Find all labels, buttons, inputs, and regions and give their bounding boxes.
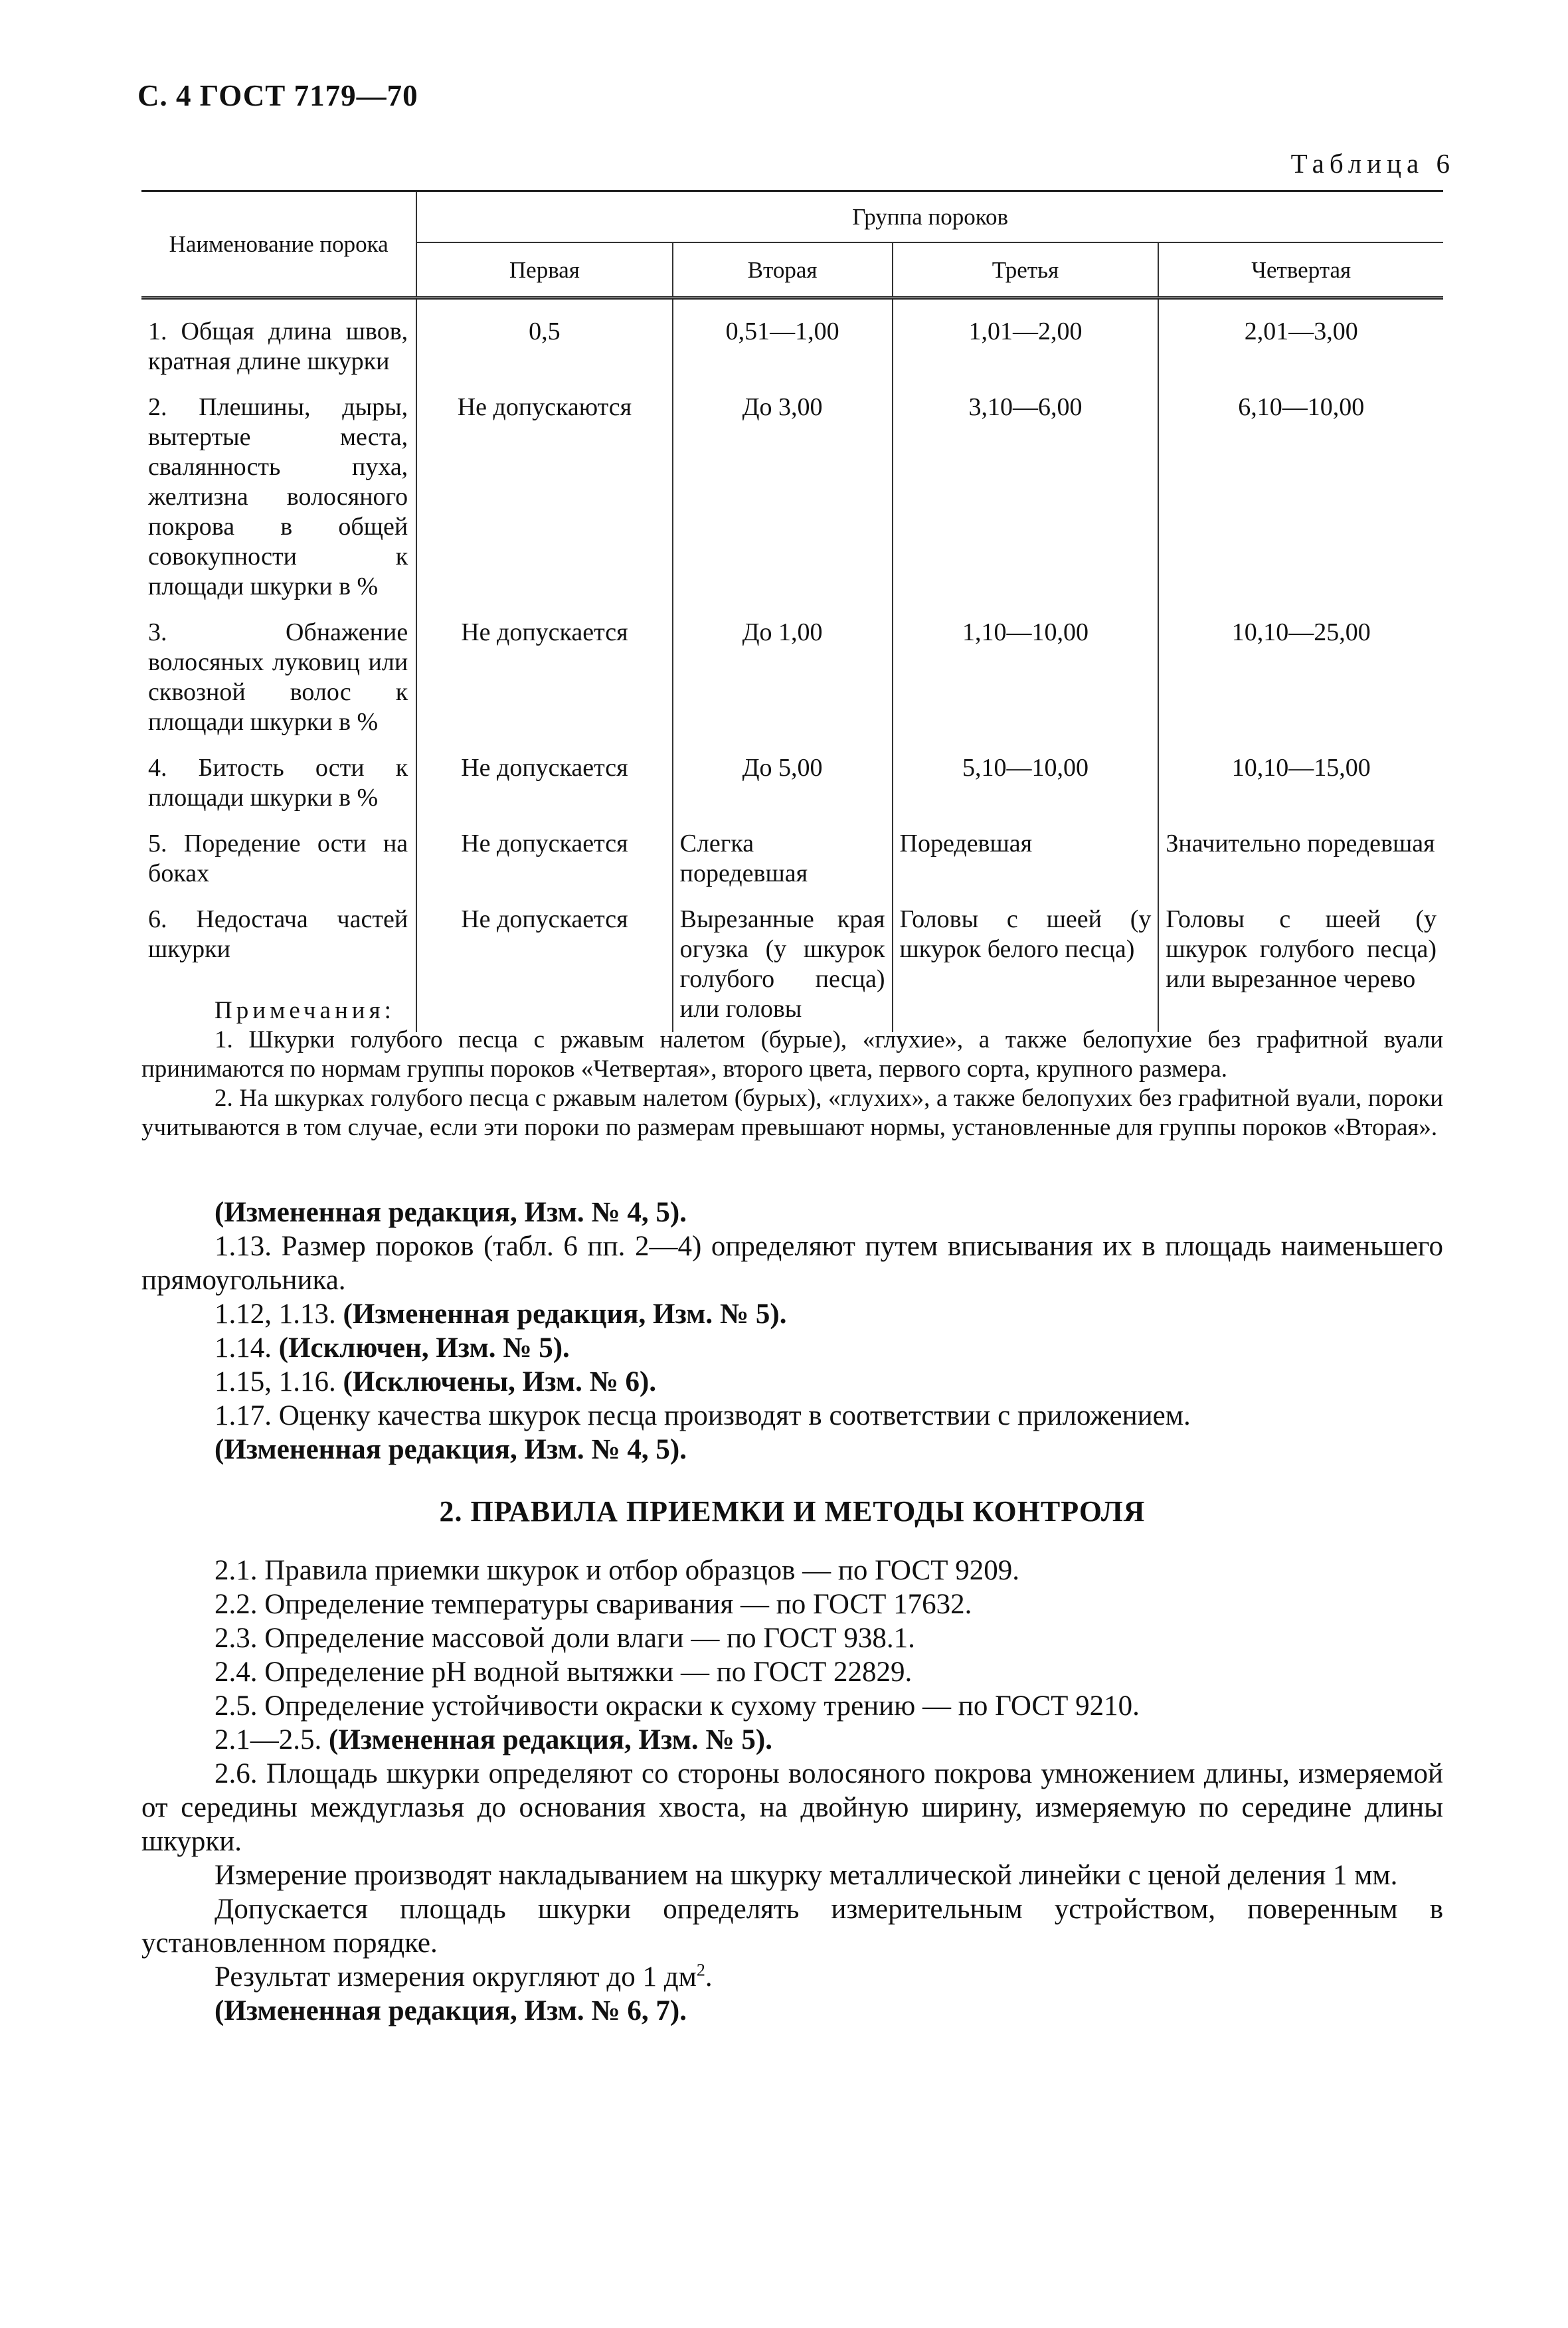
- defect-name: 3. Обнажение волосяных луковиц или сквозной волос к площади шкурки в %: [141, 610, 416, 745]
- group-4-value: 6,10—10,00: [1158, 385, 1443, 610]
- notes-title: Примечания:: [215, 997, 395, 1024]
- group-2-value: До 1,00: [673, 610, 893, 745]
- column-header-group-3: Третья: [893, 242, 1159, 298]
- defect-name: 2. Плешины, дыры, вытертые места, свалянность пуха, желтизна волосяного покрова в общей совокупности к площади шкурки в %: [141, 385, 416, 610]
- column-header-group-1: Первая: [416, 242, 672, 298]
- defect-name: 5. Поредение ости на боках: [141, 821, 416, 897]
- group-3-value: 1,10—10,00: [893, 610, 1159, 745]
- section-title: 2. ПРАВИЛА ПРИЕМКИ И МЕТОДЫ КОНТРОЛЯ: [439, 1495, 1146, 1528]
- paragraph-1-12: 1.12, 1.13. (Измененная редакция, Изм. № 5).: [215, 1298, 787, 1330]
- group-3-value: 5,10—10,00: [893, 745, 1159, 821]
- group-2-value: Вырезанные края огузка (у шкурок голубого песца) или головы: [673, 897, 893, 1032]
- column-header-defect-name: Наименование порока: [141, 191, 416, 298]
- paragraph-1-13: 1.13. Размер пороков (табл. 6 пп. 2—4) определяют путем вписывания их в площадь наименьшего прямоугольника.: [141, 1231, 1443, 1296]
- group-1-value: 0,5: [529, 317, 561, 345]
- group-1-value: Не допускаются: [457, 393, 632, 421]
- table-row: [141, 298, 1443, 385]
- group-4-value: Головы с шеей (у шкурок голубого песца) или вырезанное черево: [1158, 897, 1443, 1032]
- table-label: Таблица 6: [1290, 148, 1455, 179]
- group-3-value: Головы с шеей (у шкурок белого песца): [893, 897, 1159, 1032]
- paragraph-1-15: 1.15, 1.16. (Исключены, Изм. № 6).: [215, 1366, 657, 1397]
- paragraph-2-1-2-5: 2.1—2.5. (Измененная редакция, Изм. № 5).: [215, 1724, 772, 1755]
- paragraph-2-3: 2.3. Определение массовой доли влаги — по ГОСТ 938.1.: [215, 1623, 915, 1654]
- table-notes: [141, 996, 1443, 1142]
- defect-name: 4. Битость ости к площади шкурки в %: [141, 745, 416, 821]
- table-row: [141, 610, 1443, 745]
- table-row: [141, 385, 1443, 610]
- table-row: [141, 745, 1443, 821]
- paragraph-1-14: 1.14. (Исключен, Изм. № 5).: [215, 1332, 570, 1364]
- paragraph-1-17: 1.17. Оценку качества шкурок песца производят в соответствии с приложением.: [215, 1400, 1191, 1431]
- paragraph-2-2: 2.2. Определение температуры сваривания — по ГОСТ 17632.: [215, 1589, 972, 1620]
- group-4-value: 10,10—25,00: [1158, 610, 1443, 745]
- defect-name: 1. Общая длина швов, кратная длине шкурки: [141, 298, 416, 385]
- group-3-value: 1,01—2,00: [893, 298, 1159, 385]
- group-2-value: До 5,00: [673, 745, 893, 821]
- column-header-defect-group: Группа пороков: [416, 191, 1443, 243]
- paragraph-allowed: Допускается площадь шкурки определять измерительным устройством, поверенным в установленном порядке.: [141, 1894, 1443, 1959]
- column-header-group-2: Вторая: [673, 242, 893, 298]
- group-4-value: 2,01—3,00: [1158, 298, 1443, 385]
- group-1-value: Не допускается: [461, 905, 628, 933]
- group-2-value: 0,51—1,00: [673, 298, 893, 385]
- note-item: 1. Шкурки голубого песца с ржавым налетом (бурые), «глухие», а также белопухие без графитной вуали принимаются по нормам группы пороков «Четвертая», второго цвета, первого сорта, крупного размера.: [141, 1026, 1443, 1083]
- group-3-value: Поредевшая: [893, 821, 1159, 897]
- amendment-note: (Измененная редакция, Изм. № 6, 7).: [215, 1995, 687, 2026]
- table-row: [141, 821, 1443, 897]
- column-header-group-4: Четвертая: [1158, 242, 1443, 298]
- group-1-value: Не допускается: [461, 754, 628, 782]
- group-1-value: Не допускается: [461, 830, 628, 857]
- paragraph-2-6: 2.6. Площадь шкурки определяют со стороны волосяного покрова умножением длины, измеряемой от середины междуглазья до основания хвоста, на двойную ширину, измеряемую по середине длины шкурки.: [141, 1758, 1443, 1857]
- defect-name: 6. Недостача частей шкурки: [141, 897, 416, 1032]
- group-2-value: Слегка поредевшая: [673, 821, 893, 897]
- group-4-value: Значительно поредевшая: [1158, 821, 1443, 897]
- paragraph-measure: Измерение производят накладыванием на шкурку металлической линейки с ценой деления 1 мм.: [215, 1860, 1398, 1891]
- amendment-note: (Измененная редакция, Изм. № 4, 5).: [215, 1434, 687, 1465]
- note-item: 2. На шкурках голубого песца с ржавым налетом (бурых), «глухих», а также белопухих без графитной вуали, пороки учитываются в том случае, если эти пороки по размерам превышают нормы, установленные для группы пороков «Вторая».: [141, 1085, 1443, 1141]
- defects-table: [141, 190, 1443, 1032]
- group-2-value: До 3,00: [673, 385, 893, 610]
- group-1-value: Не допускается: [461, 618, 628, 646]
- paragraph-2-5: 2.5. Определение устойчивости окраски к сухому трению — по ГОСТ 9210.: [215, 1690, 1140, 1722]
- amendment-note: (Измененная редакция, Изм. № 4, 5).: [215, 1197, 687, 1228]
- group-3-value: 3,10—6,00: [893, 385, 1159, 610]
- page-header: С. 4 ГОСТ 7179—70: [137, 79, 418, 112]
- body-text: [141, 1196, 1443, 2028]
- paragraph-2-1: 2.1. Правила приемки шкурок и отбор образцов — по ГОСТ 9209.: [215, 1555, 1019, 1586]
- paragraph-2-4: 2.4. Определение pH водной вытяжки — по ГОСТ 22829.: [215, 1656, 913, 1688]
- group-4-value: 10,10—15,00: [1158, 745, 1443, 821]
- paragraph-result: Результат измерения округляют до 1 $дм^2$.: [215, 1960, 713, 1993]
